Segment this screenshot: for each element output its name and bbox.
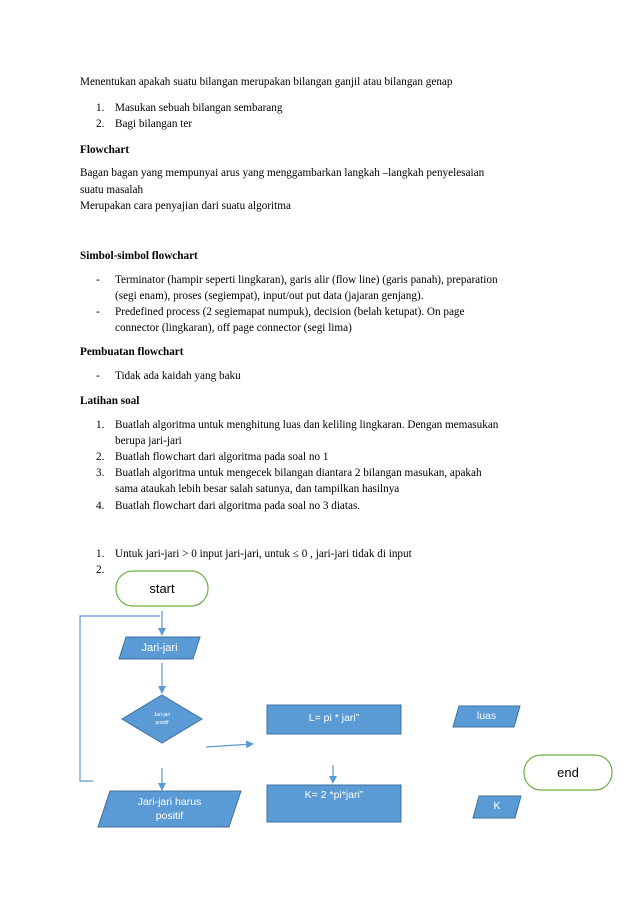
latihan-number: 3. <box>96 467 105 479</box>
error-output-line: Jari-jari harus <box>137 796 202 808</box>
input-label: Jari-jari <box>141 642 178 654</box>
symbols-heading: Simbol-simbol flowchart <box>80 250 198 262</box>
k-output-label: K <box>493 800 501 812</box>
step-number: 2. <box>96 118 105 130</box>
step-text: Masukan sebuah bilangan sembarang <box>115 102 283 114</box>
latihan-line: Buatlah flowchart dari algoritma pada soal no 3 diatas. <box>115 500 361 512</box>
list-dash: - <box>96 306 100 318</box>
step-number: 1. <box>96 102 105 114</box>
end-label: end <box>557 765 579 780</box>
start-terminator <box>116 571 208 606</box>
list-dash: - <box>96 370 100 382</box>
pembuatan-heading: Pembuatan flowchart <box>80 346 184 358</box>
latihan-line: Buatlah algoritma untuk mengecek bilangan diantara 2 bilangan masukan, apakah <box>115 467 482 479</box>
keliling-process-box <box>267 785 401 822</box>
flowchart-definition: suatu masalah <box>80 184 144 196</box>
answer-number: 2. <box>96 564 105 576</box>
input-parallelogram <box>119 637 200 659</box>
latihan-line: Buatlah flowchart dari algoritma pada soal no 1 <box>115 451 329 463</box>
latihan-line: Buatlah algoritma untuk menghitung luas dan keliling lingkaran. Dengan memasukan <box>115 419 499 431</box>
arrow-decision-to-process <box>206 744 252 747</box>
error-output-line: positif <box>155 810 184 822</box>
list-dash: - <box>96 274 100 286</box>
latihan-number: 1. <box>96 419 105 431</box>
answer-number: 1. <box>96 548 105 560</box>
luas-output-label: luas <box>476 710 497 722</box>
answer-text: Untuk jari-jari > 0 input jari-jari, untuk ≤ 0 , jari-jari tidak di input <box>115 548 412 560</box>
latihan-number: 2. <box>96 451 105 463</box>
symbol-item-line: (segi enam), proses (segiempat), input/out put data (jajaran genjang). <box>115 290 424 302</box>
symbol-item-line: connector (lingkaran), off page connector (segi lima) <box>115 322 352 334</box>
decision-label-line: Jari-jari <box>153 712 171 718</box>
latihan-heading: Latihan soal <box>80 395 140 407</box>
latihan-number: 4. <box>96 500 105 512</box>
decision-diamond <box>122 695 202 743</box>
luas-process-box <box>267 705 401 734</box>
latihan-line: berupa jari-jari <box>115 435 182 447</box>
intro-text: Menentukan apakah suatu bilangan merupakan bilangan ganjil atau bilangan genap <box>80 76 453 88</box>
latihan-line: sama ataukah lebih besar salah satunya, dan tampilkan hasilnya <box>115 483 400 495</box>
luas-process-label: L= pi * jari” <box>308 712 360 724</box>
k-output-parallelogram <box>473 796 521 818</box>
flowchart-definition: Bagan bagan yang mempunyai arus yang menggambarkan langkah –langkah penyelesaian <box>80 167 485 179</box>
symbol-item-line: Predefined process (2 segiemapat numpuk), decision (belah ketupat). On page <box>115 306 465 318</box>
pembuatan-item: Tidak ada kaidah yang baku <box>115 370 241 382</box>
luas-output-parallelogram <box>453 706 520 727</box>
start-label: start <box>149 581 175 596</box>
step-text: Bagi bilangan ter <box>115 118 193 130</box>
flowchart-heading: Flowchart <box>80 144 130 156</box>
decision-label-line: positif <box>155 720 169 726</box>
end-terminator <box>524 755 612 790</box>
error-output-parallelogram <box>98 791 241 827</box>
symbol-item-line: Terminator (hampir seperti lingkaran), garis alir (flow line) (garis panah), preparation <box>115 274 498 286</box>
keliling-process-label: K= 2 *pi*jari” <box>304 789 364 801</box>
flowchart-definition: Merupakan cara penyajian dari suatu algoritma <box>80 200 291 212</box>
